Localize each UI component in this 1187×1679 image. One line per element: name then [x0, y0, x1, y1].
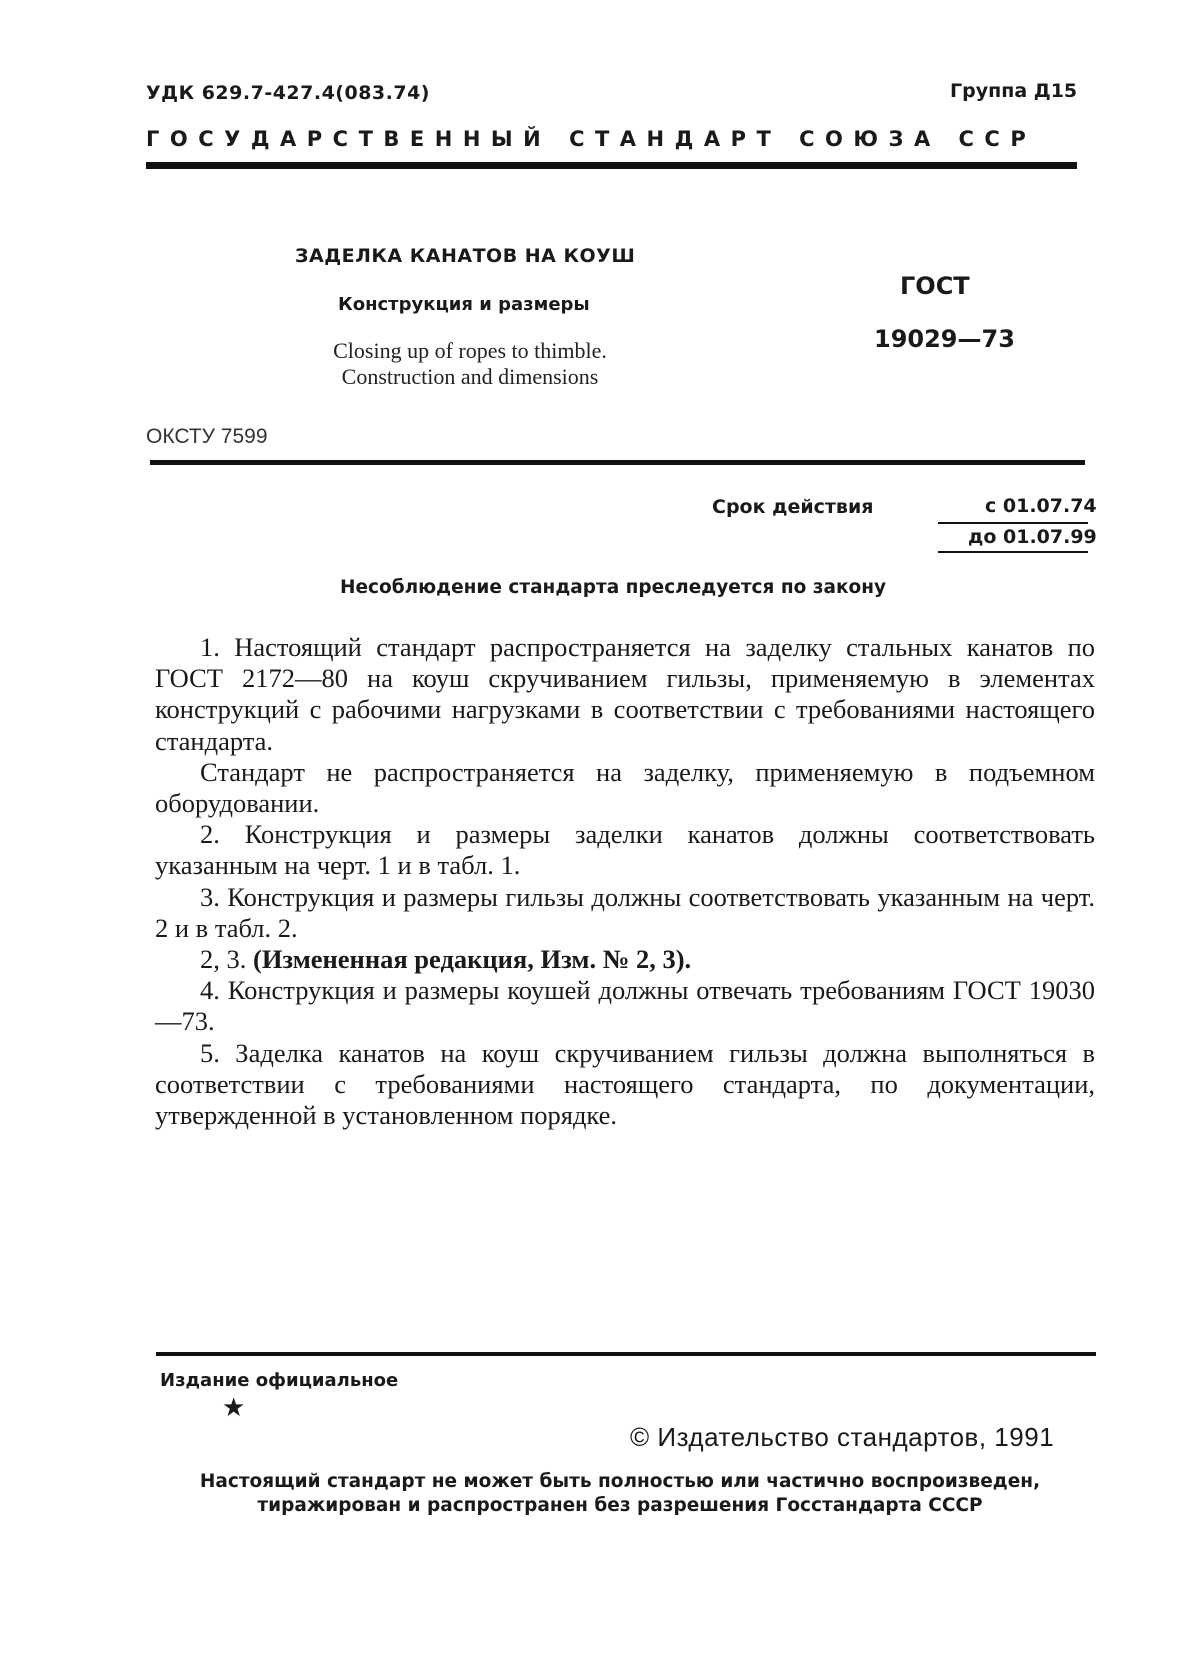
paragraph-1: 1. Настоящий стандарт распространяется на заделку стальных канатов по ГОСТ 2172—80 на коуш скручиванием гильзы, применяемую в элементах конструкций с рабочими нагрузками в соответствии с требованиями настоящего стандарта.: [155, 632, 1095, 756]
revision-note: [155, 944, 1095, 975]
group-code: Группа Д15: [950, 80, 1078, 102]
state-standard-heading: ГОСУДАРСТВЕННЫЙ СТАНДАРТ СОЮЗА ССР: [146, 127, 1037, 151]
reproduction-notice-line-2: тиражирован и распространен без разрешения Госстандарта СССР: [257, 1495, 983, 1516]
legal-warning: Несоблюдение стандарта преследуется по закону: [340, 577, 887, 598]
paragraph-1-note: Стандарт не распространяется на заделку, применяемую в подъемном оборудовании.: [155, 756, 1095, 819]
validity-to: до 01.07.99: [968, 526, 1097, 548]
okstu-code: ОКСТУ 7599: [146, 425, 268, 448]
paragraph-3: 3. Конструкция и размеры гильзы должны соответствовать указанным на черт. 2 и в табл. 2.: [155, 881, 1095, 943]
bottom-divider: [156, 1352, 1096, 1356]
udk-code: УДК 629.7-427.4(083.74): [146, 82, 430, 104]
copyright: © Издательство стандартов, 1991: [630, 1422, 1055, 1452]
validity-from: с 01.07.74: [985, 495, 1097, 517]
reproduction-notice-line-1: Настоящий стандарт не может быть полностью или частично воспроизведен,: [199, 1471, 1041, 1492]
english-title: [270, 338, 670, 390]
document-title: ЗАДЕЛКА КАНАТОВ НА КОУШ: [295, 245, 636, 267]
top-divider: [146, 162, 1077, 169]
english-title-line-1: Closing up of ropes to thimble.: [333, 338, 607, 363]
document-body: [155, 632, 1095, 1131]
validity-underline: [938, 551, 1088, 553]
reproduction-notice: [150, 1470, 1090, 1518]
document-subtitle: Конструкция и размеры: [338, 294, 590, 315]
validity-label: Срок действия: [712, 496, 874, 518]
official-edition: Издание официальное: [160, 1370, 399, 1391]
english-title-line-2: Construction and dimensions: [341, 364, 599, 389]
paragraph-4: 4. Конструкция и размеры коушей должны отвечать требованиям ГОСТ 19030—73.: [155, 975, 1095, 1037]
gost-label: ГОСТ: [900, 272, 970, 300]
middle-divider: [150, 460, 1085, 465]
star-icon: ★: [222, 1393, 246, 1422]
gost-number: 19029—73: [874, 325, 1015, 353]
validity-divider: [938, 522, 1088, 524]
paragraph-5: 5. Заделка канатов на коуш скручиванием гильзы должна выполняться в соответствии с требованиями настоящего стандарта, по документации, утвержденной в установленном порядке.: [155, 1037, 1095, 1131]
revision-prefix: 2, 3.: [200, 944, 253, 975]
revision-text: (Измененная редакция, Изм. № 2, 3).: [253, 944, 692, 975]
paragraph-2: 2. Конструкция и размеры заделки канатов должны соответствовать указанным на черт. 1 и в табл. 1.: [155, 819, 1095, 881]
